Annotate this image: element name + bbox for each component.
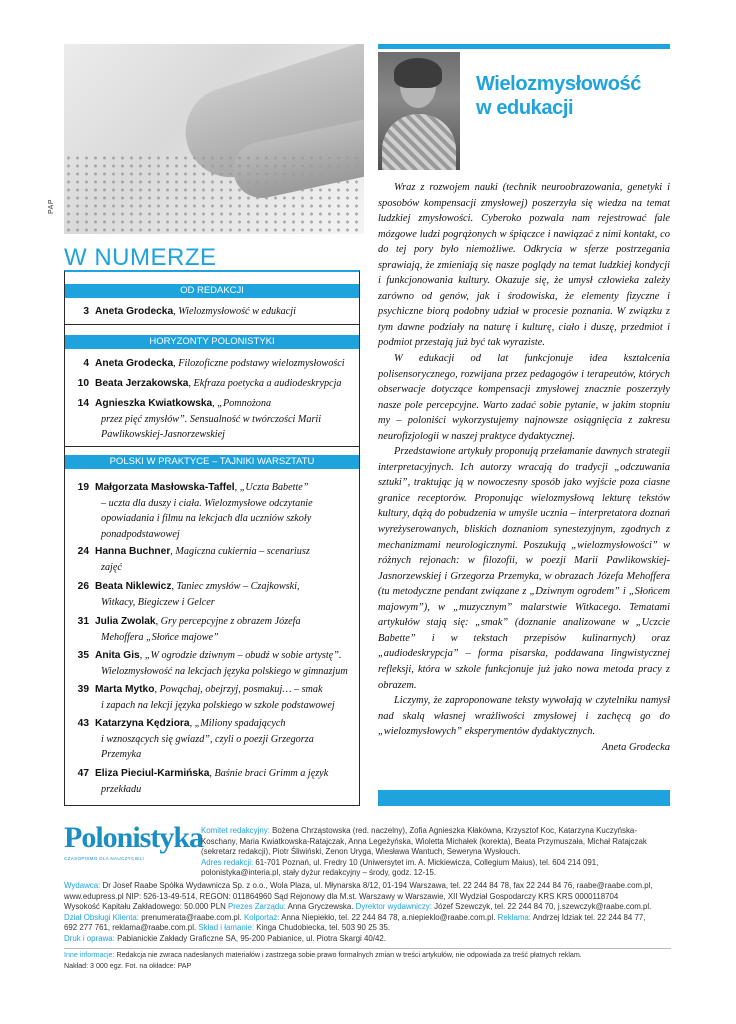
toc-page: 24 [77, 546, 89, 557]
toc-page: 26 [77, 581, 89, 592]
masthead-label: Adres redakcji: [201, 857, 254, 867]
toc-entry[interactable]: 35 Anita Gis, „W ogrodzie dziwnym – obudź w sobie artystę”. Wielozmysłowość na lekcjach języka polskiego w gimnazjum [73, 648, 357, 679]
toc-page: 39 [77, 684, 89, 695]
article-title [476, 72, 666, 120]
portrait-body-shape [382, 114, 456, 170]
masthead-label: Dyrektor wydawniczy: [355, 902, 432, 912]
toc-author: Anita Gis [95, 650, 140, 661]
toc-article-title: „W ogrodzie dziwnym – obudź w sobie artystę”. [144, 650, 342, 661]
toc-author: Eliza Pieciul-Karmińska [95, 768, 210, 779]
toc-page: 10 [77, 378, 89, 389]
toc-article-title: Taniec zmysłów – Czajkowski, [176, 581, 300, 592]
toc-author: Aneta Grodecka [95, 358, 174, 369]
toc-article-title: Ekfraza poetycka a audiodeskrypcja [193, 378, 342, 389]
masthead-dtp: Kinga Chudobiecka, tel. 503 90 25 35. [256, 923, 391, 933]
toc-title-continuation: Witkacy, Biegiczew i Gelcer [101, 596, 215, 608]
article-title-line: Wielozmysłowość [476, 73, 641, 95]
masthead-director: Józef Szewczyk, tel. 22 244 84 70, j.szewczyk@raabe.com.pl. [434, 902, 652, 912]
toc-author: Julia Zwolak [95, 616, 156, 627]
logo-subtitle: CZASOPISMO DLA NAUCZYCIELI [64, 856, 145, 861]
masthead-label: Prezes Zarządu: [227, 902, 286, 912]
toc-entry[interactable]: 24 Hanna Buchner, Magiczna cukiernia – scenariusz zajęć [73, 544, 357, 575]
toc-entry[interactable]: 47 Eliza Pieciul-Karmińska, Baśnie braci Grimm a język przekładu [73, 766, 357, 797]
article-body [378, 180, 670, 740]
toc-entry[interactable]: 39 Marta Mytko, Powąchaj, obejrzyj, posmakuj… – smak i zapach na lekcji języka polskiego w szkole podstawowej [73, 682, 357, 713]
masthead-label: Komitet redakcyjny: [201, 826, 270, 835]
masthead-ads-2: 692 277 761, reklama@raabe.com.pl. [64, 923, 197, 933]
masthead-label: Wydawca: [64, 881, 101, 890]
article-paragraph: Wraz z rozwojem nauki (technik neuroobrazowania, genetyki i sposobów kompensacji zmysłowej) poszerzyła się wiedza na temat ludzkiej zmysłowości. Cyberoko pozwala nam rejestrować fale mózgowe ludzi pogrążonych w śpiączce i nawiązać z nimi kontakt, co do tej pory było niemożliwe. Odkrycia w sferze postrzegania sprawiają, że zmieniają się nasze poglądy na temat ludzkiej kondycji i funkcjonowania kultury. Okazuje się, że umysł człowieka zależy zarówno od genów, jak i środowiska, że elementy fizyczne i psychiczne biorą podobny udział w procesie poznania. W związku z tym dawne podziały na naturę i kulturę, ciało i duszę, przedmiot i podmiot przestają już być tak wyraziste. [378, 182, 670, 349]
toc-title-continuation: przekładu [101, 783, 142, 795]
article-paragraph: W edukacji od lat funkcjonuje idea kształcenia polisensorycznego, rozwijana przez pedagogów i terapeutów, których obserwacje dotyczące kompensacji zmysłowej znacznie poszerzyły nasze pole percepcyjne. Warto zadać sobie pytanie, w jakim stopniu my – poloniści wykorzystujemy najnowsze osiągnięcia z zakresu neurofizjologii w naszej praktyce dydaktycznej. [378, 353, 670, 442]
toc-page: 35 [77, 650, 89, 661]
polonistyka-logo: Polonistyka [64, 821, 204, 854]
toc-entry[interactable]: 26 Beata Niklewicz, Taniec zmysłów – Czajkowski, Witkacy, Biegiczew i Gelcer [73, 579, 357, 610]
toc-page: 47 [77, 768, 89, 779]
toc-title-continuation: zajęć [101, 561, 122, 573]
toc-author: Hanna Buchner [95, 546, 171, 557]
toc-author: Katarzyna Kędziora [95, 718, 190, 729]
toc-section-header: POLSKI W PRAKTYCE – TAJNIKI WARSZTATU [65, 455, 359, 469]
masthead-editorial [201, 826, 671, 879]
toc-divider [65, 446, 359, 447]
column-top-bar [378, 44, 670, 49]
toc-section-header: OD REDAKCJI [65, 284, 359, 298]
toc-title-continuation: i wznoszących się gwiazd”, czyli o poezji Grzegorza [101, 733, 314, 745]
toc-title-continuation: Przemyka [101, 749, 142, 761]
masthead-distribution: Anna Niepiekło, tel. 22 244 84 78, a.niepieklo@raabe.com.pl. [281, 912, 496, 922]
toc-article-title: „Uczta Babette” [239, 482, 309, 493]
masthead-publisher-info-2: www.edupress.pl NIP: 526-13-49-514, REGON: 011864960 Sąd Rejonowy dla M.st. Warszawy w Warszawie, XII Wydział Gospodarczy KRS KRS 0000118704 [64, 891, 619, 901]
toc-article-title: „Pomnożona [217, 398, 272, 409]
toc-author: Beata Niklewicz [95, 581, 172, 592]
masthead-info [64, 950, 671, 971]
masthead-committee: Bożena Chrząstowska (red. naczelny), Zofia Agnieszka Kłakówna, Krzysztof Koc, Katarzyna Kuczyńska-Koschany, Maria Kwiatkowska-Ratajczak, Anna Legeżyńska, Wioletta Michałek (korekta), Beata Przymuszała, Michał Ratajczak (sekretarz redakcji), Piotr Śliwiński, Zenon Uryga, Wiesława Wantuch, Seweryna Wysłouch. [201, 826, 647, 857]
column-bottom-bar [378, 790, 670, 806]
photo-credit: PAP [48, 199, 55, 214]
masthead-label: Druk i oprawa: [64, 933, 115, 943]
toc-page: 4 [83, 358, 89, 369]
toc-entry[interactable]: 3 Aneta Grodecka, Wielozmysłowość w edukacji [73, 304, 357, 320]
masthead-publisher-info: Dr Josef Raabe Spółka Wydawnicza Sp. z o.o., Wola Plaza, ul. Młynarska 8/12, 01-194 Warszawa, tel. 22 244 84 78, fax 22 244 84 76, raabe@raabe.com.pl, [102, 881, 653, 890]
article-paragraph: Liczymy, że zaproponowane teksty wywołają w czytelniku namysł nad skalą własnej wrażliwości zmysłowej i zachęcą go do „wielozmysłowych” eksperymentów dydaktycznych. [378, 695, 670, 738]
author-portrait [378, 52, 460, 170]
masthead-ads: Andrzej Idziak tel. 22 244 84 77, [532, 912, 646, 922]
toc-title-continuation: Pawlikowskiej-Jasnorzewskiej [101, 429, 225, 441]
toc-section-header: HORYZONTY POLONISTYKI [65, 335, 359, 349]
toc-author: Marta Mytko [95, 684, 155, 695]
toc-page: 19 [77, 482, 89, 493]
masthead-label: Kolportaż: [243, 912, 280, 922]
toc-entry[interactable]: 31 Julia Zwolak, Gry percepcyjne z obrazem Józefa Mehoffera „Słońce majowe” [73, 614, 357, 645]
masthead-circulation: Nakład: 3 000 egz. Fot. na okładce: PAP [64, 961, 192, 970]
toc-author: Beata Jerzakowska [95, 378, 189, 389]
toc-article-title: Powąchaj, obejrzyj, posmakuj… – smak [159, 684, 323, 695]
toc-article-title: Magiczna cukiernia – scenariusz [175, 546, 310, 557]
article-paragraph: Przedstawione artykuły proponują przełamanie dawnych strategii interpretacyjnych. Ich autorzy wracają do tradycji „odczuwania sztuki”, traktując ją w nowoczesny sposób jako wyjście poza ciasne granice receptorów. Proponując wielozmysłową lekturę tekstów kultury, dążą do pobudzenia w umyśle ucznia – interpretatora doznań wyreżyserowanych, bliskich doznaniom synestezyjnym, zgodnych z mechanizmami neurologicznymi. Poszukują „wielozmysłowości” w różnych rejonach: w filozofii, w poezji Marii Pawlikowskiej-Jasnorzewskiej i Grzegorza Przemyka, w obrazach Józefa Mehoffera (tu metodyczne pendant związane z „Dziwnym ogrodem” i „Słońcem majowym”), w „muzycznym” malarstwie Witkacego. Tematami artykułów stają się: „smak” (doznanie analizowane w „Uczcie Babette” i w tekstach przepisów kulinarnych) oraz „audiodeskrypcja” – forma pisarska, poddawana lingwistycznej refleksji, która w szkole funkcjonuje już jako nowa metoda pracy z obrazem. [378, 446, 670, 691]
toc-author: Agnieszka Kwiatkowska [95, 398, 213, 409]
toc-page: 31 [77, 616, 89, 627]
toc-entry[interactable]: 43 Katarzyna Kędziora, „Miliony spadających i wznoszących się gwiazd”, czyli o poezji Grzegorza Przemyka [73, 716, 357, 763]
toc-title-continuation: ponadpodstawowej [101, 528, 180, 540]
toc-author: Aneta Grodecka [95, 306, 174, 317]
toc-entry[interactable]: 19 Małgorzata Masłowska-Taffel, „Uczta Babette” – uczta dla duszy i ciała. Wielozmysłowe odczytanie opowiadania i filmu na lekcjach dla uczniów szkoły ponadpodstawowej [73, 480, 357, 542]
masthead-print: Pabianickie Zakłady Graficzne SA, 95-200 Pabianice, ul. Piotra Skargi 40/42. [117, 933, 386, 943]
toc-entry[interactable]: 4 Aneta Grodecka, Filozoficzne podstawy wielozmysłowości [73, 356, 357, 372]
toc-page: 43 [77, 718, 89, 729]
masthead-board: Anna Gryczewska. [287, 902, 354, 912]
toc-title-continuation: i zapach na lekcji języka polskiego w szkole podstawowej [101, 699, 335, 711]
braille-hand-photo [64, 44, 364, 234]
masthead-label: Skład i łamanie: [198, 923, 255, 933]
toc-article-title: „Miliony spadających [194, 718, 286, 729]
toc-entry[interactable]: 14 Agnieszka Kwiatkowska, „Pomnożona przez pięć zmysłów”. Sensualność w twórczości Marii Pawlikowskiej-Jasnorzewskiej [73, 396, 357, 443]
toc-divider [65, 324, 359, 325]
toc-title-continuation: Mehoffera „Słońce majowe” [101, 631, 219, 643]
footer-divider [64, 948, 671, 949]
toc-author: Małgorzata Masłowska-Taffel [95, 482, 235, 493]
toc-article-title: Filozoficzne podstawy wielozmysłowości [178, 358, 345, 369]
toc-article-title: Wielozmysłowość w edukacji [178, 306, 296, 317]
masthead-label: Dział Obsługi Klienta: [64, 912, 139, 922]
braille-dots [64, 154, 364, 234]
toc-article-title: Gry percepcyjne z obrazem Józefa [160, 616, 301, 627]
article-title-line: w edukacji [476, 97, 574, 119]
masthead-label: Inne informacje: [64, 951, 115, 959]
masthead-publisher [64, 881, 671, 944]
toc-page: 3 [83, 306, 89, 317]
masthead-capital: Wysokość Kapitału Zakładowego: 50.000 PLN [64, 902, 226, 912]
toc-title-continuation: przez pięć zmysłów”. Sensualność w twórczości Marii [101, 413, 322, 425]
masthead-service: prenumerata@raabe.com.pl. [141, 912, 242, 922]
toc-title-continuation: Wielozmysłowość na lekcjach języka polskiego w gimnazjum [101, 665, 348, 677]
toc-entry[interactable]: 10 Beata Jerzakowska, Ekfraza poetycka a audiodeskrypcja [73, 376, 357, 392]
toc-article-title: Baśnie braci Grimm a język [214, 768, 329, 779]
portrait-hair-shape [394, 58, 442, 88]
toc-title-continuation: opowiadania i filmu na lekcjach dla uczniów szkoły [101, 513, 312, 525]
masthead-info-text: Redakcja nie zwraca nadesłanych materiałów i zastrzega sobie prawo formalnych zmian w treści artykułów, nie odpowiada za treść płatnych reklam. [116, 951, 582, 959]
toc-page: 14 [77, 398, 89, 409]
toc-title: W NUMERZE [64, 244, 217, 271]
masthead-label: Reklama: [497, 912, 531, 922]
toc-title-continuation: – uczta dla duszy i ciała. Wielozmysłowe odczytanie [101, 497, 313, 509]
toc-box [64, 270, 360, 806]
article-signature: Aneta Grodecka [601, 742, 670, 753]
masthead-address: 61-701 Poznań, ul. Fredry 10 (Uniwersytet im. A. Mickiewicza, Collegium Maius), tel. 604 214 091, [255, 857, 599, 867]
masthead-address-2: polonistyka@interia.pl, stały dyżur redakcyjny – środy, godz. 12-15. [201, 868, 437, 878]
